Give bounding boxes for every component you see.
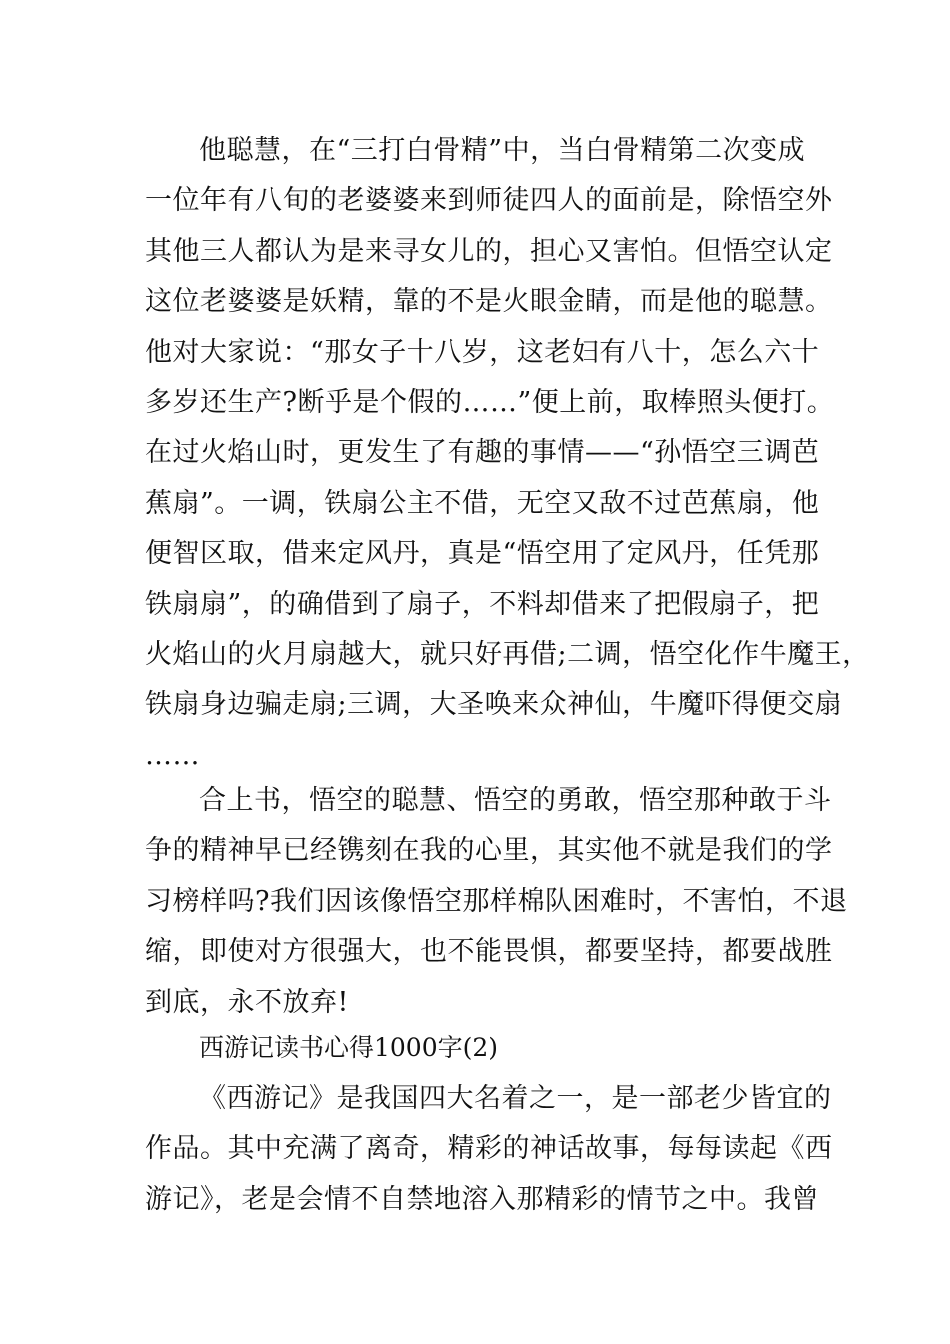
paragraph-journey-to-the-west-intro bbox=[145, 1074, 833, 1225]
text-line: 作品。其中充满了离奇，精彩的神话故事，每每读起《西 bbox=[145, 1133, 833, 1165]
text-line: 缩，即使对方很强大，也不能畏惧，都要坚持，都要战胜 bbox=[145, 936, 833, 968]
text-line: 习榜样吗?我们因该像悟空那样棉队困难时，不害怕，不退 bbox=[145, 885, 848, 917]
text-line: 一位年有八旬的老婆婆来到师徒四人的面前是，除悟空外 bbox=[145, 185, 833, 217]
paragraph-conclusion bbox=[145, 776, 848, 1028]
text-line: 争的精神早已经镌刻在我的心里，其实他不就是我们的学 bbox=[145, 835, 833, 867]
text-line: 多岁还生产?断乎是个假的……”便上前，取棒照头便打。 bbox=[145, 386, 835, 418]
text-line: 他对大家说：“那女子十八岁，这老妇有八十，怎么六十 bbox=[145, 336, 820, 368]
text-line: 这位老婆婆是妖精，靠的不是火眼金睛，而是他的聪慧。 bbox=[145, 286, 833, 318]
text-line: 《西游记》是我国四大名着之一，是一部老少皆宜的 bbox=[199, 1083, 832, 1114]
section-heading: 西游记读书心得1000字(2) bbox=[199, 1033, 499, 1062]
text-line: 他聪慧，在“三打白骨精”中，当白骨精第二次变成 bbox=[199, 135, 806, 166]
text-line: 游记》，老是会情不自禁地溶入那精彩的情节之中。我曾 bbox=[145, 1183, 819, 1215]
text-line: 到底，永不放弃! bbox=[145, 986, 349, 1018]
text-line: …… bbox=[145, 739, 200, 771]
text-line: 铁扇身边骗走扇;三调，大圣唤来众神仙，牛魔吓得便交扇 bbox=[145, 689, 843, 721]
text-line: 火焰山的火月扇越大，就只好再借;二调，悟空化作牛魔王， bbox=[145, 638, 870, 670]
text-line: 在过火焰山时，更发生了有趣的事情——“孙悟空三调芭 bbox=[145, 437, 820, 469]
text-line: 合上书，悟空的聪慧、悟空的勇敢，悟空那种敢于斗 bbox=[199, 785, 832, 816]
paragraph-sun-wukong-wisdom bbox=[145, 126, 870, 781]
text-line: 蕉扇”。一调，铁扇公主不借，无空又敌不过芭蕉扇，他 bbox=[145, 487, 820, 519]
text-line: 其他三人都认为是来寻女儿的，担心又害怕。但悟空认定 bbox=[145, 235, 833, 267]
text-line: 铁扇扇”，的确借到了扇子，不料却借来了把假扇子，把 bbox=[145, 588, 820, 620]
text-line: 便智区取，借来定风丹，真是“悟空用了定风丹，任凭那 bbox=[145, 538, 820, 570]
section-heading-block bbox=[145, 1023, 815, 1073]
